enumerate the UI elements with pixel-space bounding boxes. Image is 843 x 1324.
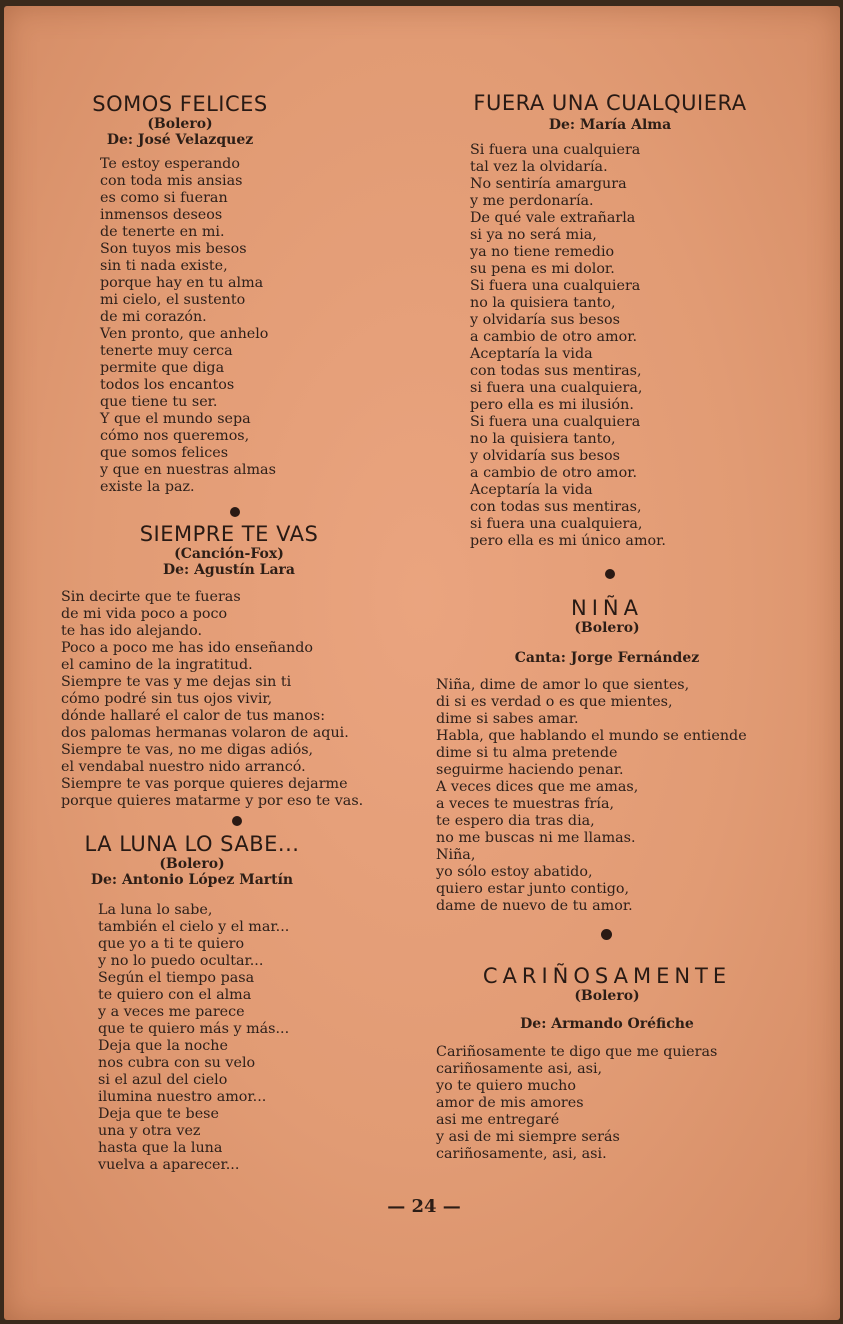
lyric-line: Aceptaría la vida: [470, 482, 593, 498]
lyric-line: Siempre te vas, no me digas adiós,: [61, 742, 314, 758]
lyric-line: si el azul del cielo: [98, 1072, 228, 1088]
lyric-line: La luna lo sabe,: [98, 902, 213, 918]
lyric-line: Y que el mundo sepa: [100, 411, 251, 427]
lyric-line: dos palomas hermanas volaron de aqui.: [61, 725, 349, 741]
lyric-line: que tiene tu ser.: [100, 394, 218, 410]
lyric-line: no me buscas ni me llamas.: [436, 830, 636, 846]
song-title: FUERA UNA CUALQUIERA: [473, 91, 747, 115]
lyric-line: si fuera una cualquiera,: [470, 380, 643, 396]
lyrics: [100, 156, 380, 496]
song-title: CARIÑOSAMENTE: [482, 964, 732, 988]
lyric-line: tenerte muy cerca: [100, 343, 233, 359]
song-somos-felices: [92, 92, 380, 496]
lyric-line: Sin decirte que te fueras: [61, 589, 241, 605]
lyric-line: Si fuera una cualquiera: [470, 142, 641, 158]
lyric-line: No sentiría amargura: [470, 176, 627, 192]
lyric-line: quiero estar junto contigo,: [436, 881, 630, 897]
lyrics: [61, 589, 421, 810]
lyric-line: asi me entregaré: [436, 1112, 560, 1128]
page-number: — 24 —: [387, 1196, 461, 1217]
lyric-line: ilumina nuestro amor...: [98, 1089, 267, 1105]
song-genre: (Bolero): [147, 116, 213, 132]
lyric-line: de mi corazón.: [100, 309, 207, 325]
lyric-line: amor de mis amores: [436, 1095, 584, 1111]
lyric-line: cariñosamente, asi, asi.: [436, 1146, 607, 1162]
song-genre: (Bolero): [159, 856, 225, 872]
song-title: SOMOS FELICES: [92, 92, 268, 116]
lyric-line: yo sólo estoy abatido,: [436, 864, 593, 880]
song-author: De: María Alma: [548, 117, 672, 133]
lyric-line: De qué vale extrañarla: [470, 210, 636, 226]
section-divider-bullet: [605, 569, 615, 579]
lyric-line: Te estoy esperando: [100, 156, 240, 172]
lyric-line: Niña,: [436, 847, 476, 863]
song-author: De: Antonio López Martín: [90, 872, 294, 888]
song-author: De: José Velazquez: [106, 132, 254, 148]
songbook-page: [4, 6, 840, 1320]
lyric-line: también el cielo y el mar...: [98, 919, 290, 935]
lyric-line: si ya no será mia,: [470, 227, 597, 243]
lyric-line: no la quisiera tanto,: [470, 431, 616, 447]
lyric-line: A veces dices que me amas,: [436, 779, 639, 795]
song-carinosamente: [436, 964, 786, 1163]
lyric-line: vuelva a aparecer...: [98, 1157, 240, 1173]
song-author: De: Agustín Lara: [162, 562, 295, 578]
lyric-line: a cambio de otro amor.: [470, 329, 638, 345]
lyrics: [98, 902, 398, 1174]
lyric-line: que te quiero más y más...: [98, 1021, 290, 1037]
lyric-line: y me perdonaría.: [470, 193, 594, 209]
lyric-line: Deja que la noche: [98, 1038, 228, 1054]
lyric-line: Poco a poco me has ido enseñando: [61, 640, 314, 656]
lyric-line: Si fuera una cualquiera: [470, 414, 641, 430]
lyric-line: Habla, que hablando el mundo se entiende: [436, 728, 747, 744]
lyric-line: si fuera una cualquiera,: [470, 516, 643, 532]
lyric-line: con todas sus mentiras,: [470, 499, 642, 515]
lyric-line: Siempre te vas y me dejas sin ti: [61, 674, 292, 690]
song-siempre-te-vas: [61, 522, 421, 810]
lyric-line: y a veces me parece: [98, 1004, 245, 1020]
lyric-line: dame de nuevo de tu amor.: [436, 898, 633, 914]
lyric-line: su pena es mi dolor.: [470, 261, 615, 277]
lyric-line: Según el tiempo pasa: [98, 970, 255, 986]
song-genre: (Canción-Fox): [174, 546, 284, 562]
lyric-line: te has ido alejando.: [61, 623, 203, 639]
lyric-line: nos cubra con su velo: [98, 1055, 256, 1071]
lyric-line: existe la paz.: [100, 479, 195, 495]
lyric-line: Aceptaría la vida: [470, 346, 593, 362]
song-genre: (Bolero): [574, 620, 640, 636]
song-nina: [436, 596, 786, 915]
lyric-line: te espero dia tras dia,: [436, 813, 595, 829]
lyric-line: Siempre te vas porque quieres dejarme: [61, 776, 348, 792]
lyrics: [436, 1044, 786, 1163]
lyric-line: yo te quiero mucho: [436, 1078, 576, 1094]
song-author: De: Armando Oréfiche: [520, 1016, 694, 1032]
lyric-line: Ven pronto, que anhelo: [100, 326, 269, 342]
lyric-line: inmensos deseos: [100, 207, 223, 223]
song-title: NIÑA: [571, 596, 643, 620]
lyric-line: Niña, dime de amor lo que sientes,: [436, 677, 690, 693]
lyrics: [436, 677, 786, 915]
lyric-line: pero ella es mi ilusión.: [470, 397, 634, 413]
lyric-line: dime si sabes amar.: [436, 711, 579, 727]
song-genre: (Bolero): [574, 988, 640, 1004]
lyric-line: de mi vida poco a poco: [61, 606, 228, 622]
lyric-line: es como si fueran: [100, 190, 228, 206]
lyric-line: Si fuera una cualquiera: [470, 278, 641, 294]
lyric-line: a veces te muestras fría,: [436, 796, 615, 812]
lyric-line: dónde hallaré el calor de tus manos:: [61, 708, 326, 724]
lyric-line: cómo nos queremos,: [100, 428, 250, 444]
lyric-line: cómo podré sin tus ojos vivir,: [61, 691, 273, 707]
lyric-line: y asi de mi siempre serás: [436, 1129, 620, 1145]
lyric-line: Son tuyos mis besos: [100, 241, 247, 257]
lyric-line: te quiero con el alma: [98, 987, 252, 1003]
lyrics: [470, 142, 770, 550]
lyric-line: hasta que la luna: [98, 1140, 223, 1156]
lyric-line: mi cielo, el sustento: [100, 292, 246, 308]
lyric-line: pero ella es mi único amor.: [470, 533, 666, 549]
lyric-line: el vendabal nuestro nido arrancó.: [61, 759, 306, 775]
lyric-line: Deja que te bese: [98, 1106, 219, 1122]
lyric-line: permite que diga: [100, 360, 225, 376]
section-divider-bullet: [232, 816, 242, 826]
lyric-line: y que en nuestras almas: [100, 462, 276, 478]
lyric-line: cariñosamente asi, asi,: [436, 1061, 603, 1077]
lyric-line: sin ti nada existe,: [100, 258, 228, 274]
lyric-line: ya no tiene remedio: [470, 244, 615, 260]
lyric-line: Cariñosamente te digo que me quieras: [436, 1044, 718, 1060]
lyric-line: una y otra vez: [98, 1123, 201, 1139]
song-la-luna-lo-sabe: [84, 832, 398, 1174]
lyric-line: y olvidaría sus besos: [470, 448, 620, 464]
lyric-line: seguirme haciendo penar.: [436, 762, 624, 778]
lyric-line: porque hay en tu alma: [100, 275, 264, 291]
lyric-line: con toda mis ansias: [100, 173, 243, 189]
section-divider-bullet: [230, 507, 240, 517]
section-divider-bullet: [601, 929, 612, 940]
lyric-line: con todas sus mentiras,: [470, 363, 642, 379]
lyric-line: a cambio de otro amor.: [470, 465, 638, 481]
lyric-line: di si es verdad o es que mientes,: [436, 694, 673, 710]
lyric-line: el camino de la ingratitud.: [61, 657, 253, 673]
lyric-line: no la quisiera tanto,: [470, 295, 616, 311]
song-title: SIEMPRE TE VAS: [139, 522, 319, 546]
song-title: LA LUNA LO SABE...: [84, 832, 300, 856]
lyric-line: porque quieres matarme y por eso te vas.: [61, 793, 364, 809]
lyric-line: y no lo puedo ocultar...: [98, 953, 264, 969]
lyric-line: que somos felices: [100, 445, 229, 461]
lyric-line: de tenerte en mi.: [100, 224, 225, 240]
lyric-line: todos los encantos: [100, 377, 235, 393]
song-fuera-una-cualquiera: [470, 91, 770, 550]
song-author: Canta: Jorge Fernández: [514, 650, 700, 666]
lyric-line: dime si tu alma pretende: [436, 745, 618, 761]
lyric-line: tal vez la olvidaría.: [470, 159, 608, 175]
lyric-line: que yo a ti te quiero: [98, 936, 245, 952]
lyric-line: y olvidaría sus besos: [470, 312, 620, 328]
